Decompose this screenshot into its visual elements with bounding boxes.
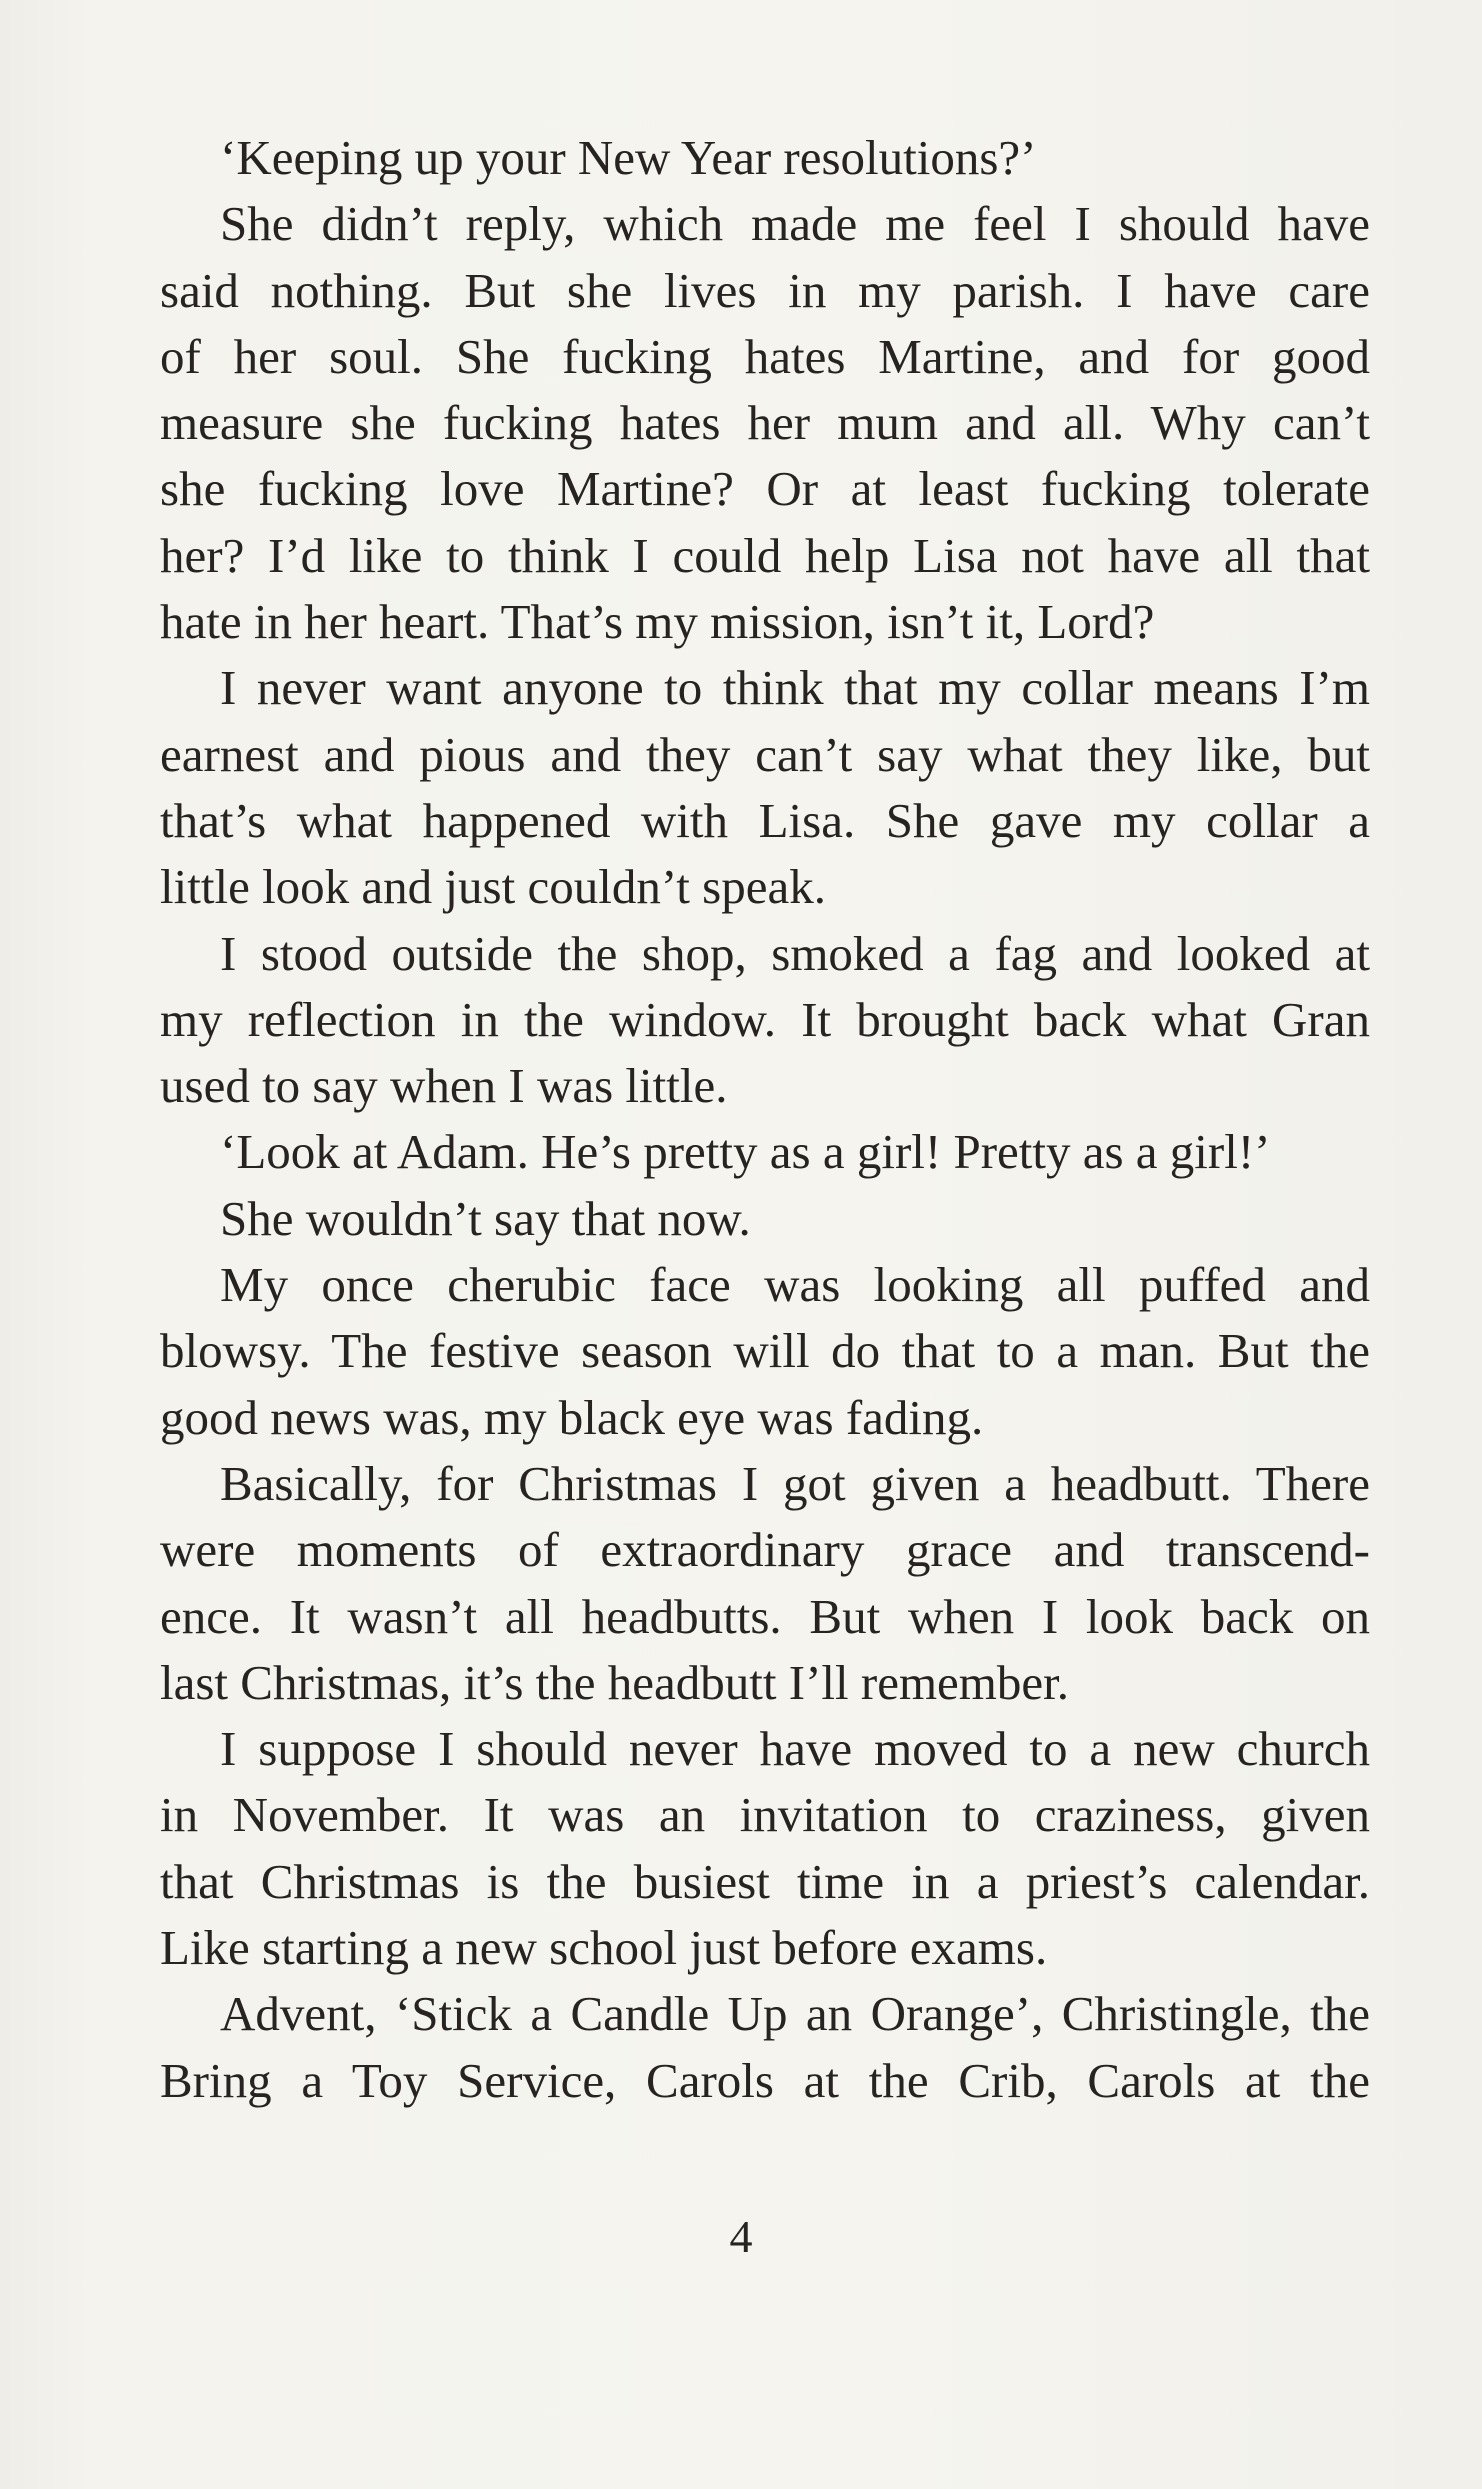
text-line: Bring a Toy Service, Carols at the Crib, Carols at the: [160, 2052, 1370, 2108]
text-line: my reflection in the window. It brought back what Gran: [160, 991, 1370, 1047]
text-line: said nothing. But she lives in my parish. I have care: [160, 262, 1370, 318]
text-line: ‘Keeping up your New Year resolutions?’: [220, 130, 1037, 185]
text-line: I suppose I should never have moved to a new church: [220, 1721, 1370, 1777]
text-line: she fucking love Martine? Or at least fucking tolerate: [160, 461, 1370, 517]
paragraph: [160, 1252, 1370, 1451]
paragraph: [160, 1186, 1370, 1252]
text-line: her? I’d like to think I could help Lisa not have all that: [160, 527, 1370, 583]
paragraph: [160, 655, 1370, 920]
text-line: I never want anyone to think that my collar means I’m: [220, 660, 1370, 716]
paragraph: [160, 1451, 1370, 1716]
paragraph: [160, 921, 1370, 1120]
page-number: 4: [729, 2211, 753, 2262]
text-line: Like starting a new school just before exams.: [160, 1920, 1048, 1976]
body-text: [160, 125, 1370, 2114]
text-line: in November. It was an invitation to craziness, given: [160, 1787, 1370, 1843]
paragraph: [160, 191, 1370, 655]
text-line: last Christmas, it’s the headbutt I’ll remember.: [160, 1654, 1070, 1710]
text-line: of her soul. She fucking hates Martine, and for good: [160, 328, 1370, 384]
paragraph: [160, 1981, 1370, 2114]
text-line: ‘Look at Adam. He’s pretty as a girl! Pretty as a girl!’: [220, 1124, 1271, 1180]
text-line: ence. It wasn’t all headbutts. But when I look back on: [160, 1588, 1370, 1644]
text-line: were moments of extraordinary grace and transcend-: [160, 1522, 1370, 1578]
text-line: Basically, for Christmas I got given a headbutt. There: [220, 1455, 1370, 1511]
text-line: that’s what happened with Lisa. She gave my collar a: [160, 792, 1370, 848]
text-line: little look and just couldn’t speak.: [160, 859, 826, 915]
text-line: Advent, ‘Stick a Candle Up an Orange’, Christingle, the: [220, 1986, 1370, 2042]
text-line: that Christmas is the busiest time in a priest’s calendar.: [160, 1853, 1370, 1909]
text-line: good news was, my black eye was fading.: [160, 1389, 984, 1445]
text-line: used to say when I was little.: [160, 1058, 728, 1114]
text-line: measure she fucking hates her mum and all. Why can’t: [160, 395, 1370, 451]
text-line: earnest and pious and they can’t say what they like, but: [160, 726, 1370, 782]
text-line: She wouldn’t say that now.: [220, 1190, 751, 1246]
paragraph: [160, 125, 1370, 191]
text-line: blowsy. The festive season will do that to a man. But the: [160, 1323, 1370, 1379]
paragraph: [160, 1119, 1370, 1185]
text-line: She didn’t reply, which made me feel I should have: [220, 196, 1370, 252]
paragraph: [160, 1716, 1370, 1981]
text-line: hate in her heart. That’s my mission, isn’t it, Lord?: [160, 594, 1155, 650]
text-line: My once cherubic face was looking all puffed and: [220, 1257, 1370, 1313]
text-line: I stood outside the shop, smoked a fag and looked at: [220, 925, 1370, 981]
